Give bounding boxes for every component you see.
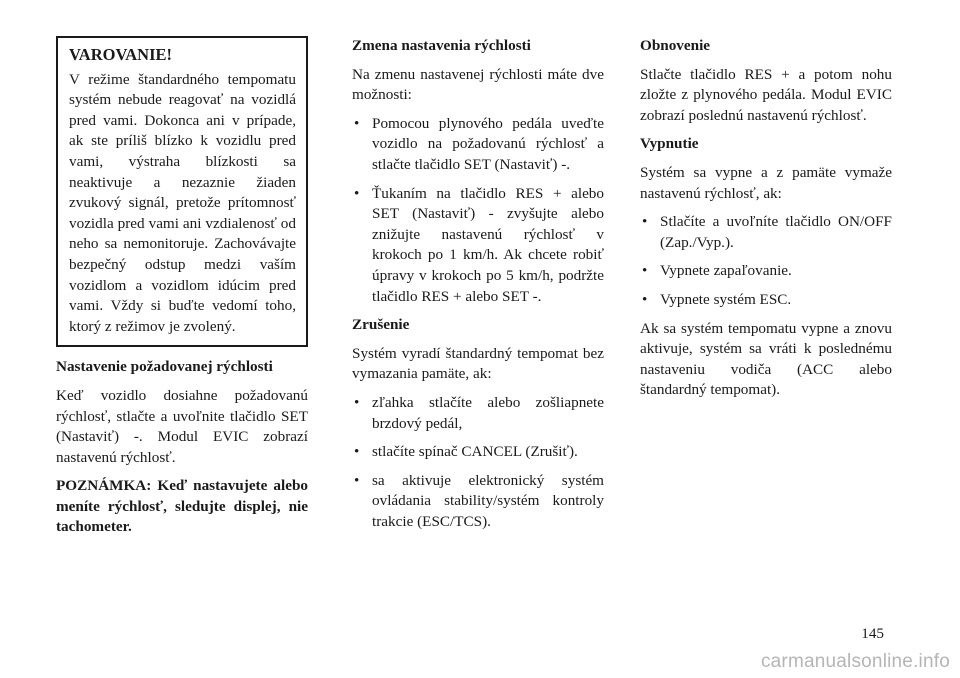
section-heading-change-speed: Zmena nastavenia rýchlosti bbox=[352, 37, 531, 54]
warning-box bbox=[56, 36, 308, 347]
list-item: • Ťukaním na tlačidlo RES + alebo SET (Nastaviť) - zvyšujte alebo znižujte nastavenú rýchlosť v krokoch po 1 km/h. Ak chcete robiť úpravy v krokoch po 5 km/h, podržte tlačidlo RES + alebo SET -. bbox=[352, 184, 604, 308]
set-speed-paragraph: Keď vozidlo dosiahne požadovanú rýchlosť, stlačte a uvoľnite tlačidlo SET (Nastaviť) -. Modul EVIC zobrazí nastavenú rýchlosť. bbox=[56, 386, 308, 466]
resume-paragraph: Stlačte tlačidlo RES + a potom nohu zložte z plynového pedála. Modul EVIC zobrazí poslednú nastavenú rýchlosť. bbox=[640, 65, 892, 124]
watermark: carmanualsonline.info bbox=[760, 651, 950, 672]
list-item: • Vypnete systém ESC. bbox=[640, 290, 892, 311]
section-heading-cancel: Zrušenie bbox=[352, 316, 410, 334]
middle-column bbox=[352, 36, 604, 540]
cancel-list bbox=[352, 393, 604, 533]
list-item: • Pomocou plynového pedála uveďte vozidlo na požadovanú rýchlosť a stlačte tlačidlo SET (Nastaviť) -. bbox=[352, 114, 604, 176]
cancel-paragraph: Systém vyradí štandardný tempomat bez vymazania pamäte, ak: bbox=[352, 344, 604, 383]
change-speed-intro: Na zmenu nastavenej rýchlosti máte dve možnosti: bbox=[352, 65, 604, 104]
warning-text: V režime štandardného tempomatu systém nebude reagovať na vozidlá pred vami. Dokonca ani v prípade, ak ste príliš blízko k vozidlu pred vami, výstraha blízkosti sa neaktivuje a nezaznie žiaden zvukový signál, pretože prítomnosť vozidla pred vami ani vzdialenosť od neho sa nemonitoruje. Zachovávajte bezpečný odstup medzi vaším vozidlom a vozidlom idúcim pred vami. Vždy si buďte vedomí toho, ktorý z režimov je zvolený. bbox=[69, 70, 296, 335]
note-paragraph: POZNÁMKA: Keď nastavujete alebo meníte rýchlosť, sledujte displej, nie tachometer. bbox=[56, 477, 308, 536]
page-number: 145 bbox=[861, 625, 884, 642]
list-item: • Vypnete zapaľovanie. bbox=[640, 261, 892, 282]
section-heading-off: Vypnutie bbox=[640, 135, 699, 153]
off-list bbox=[640, 212, 892, 310]
right-column bbox=[640, 36, 892, 409]
list-item: • sa aktivuje elektronický systém ovládania stability/systém kontroly trakcie (ESC/TCS). bbox=[352, 471, 604, 533]
section-heading-resume: Obnovenie bbox=[640, 37, 711, 54]
off-paragraph: Systém sa vypne a z pamäte vymaže nastavenú rýchlosť, ak: bbox=[640, 163, 892, 202]
reactivate-paragraph: Ak sa systém tempomatu vypne a znovu aktivuje, systém sa vráti k poslednému nastaveniu vodiča (ACC alebo štandardný tempomat). bbox=[640, 319, 892, 399]
warning-title: VAROVANIE! bbox=[69, 45, 172, 64]
list-item: • stlačíte spínač CANCEL (Zrušiť). bbox=[352, 442, 604, 463]
section-heading-set-speed: Nastavenie požadovanej rýchlosti bbox=[56, 358, 273, 376]
change-speed-list bbox=[352, 114, 604, 307]
left-column bbox=[56, 36, 308, 546]
list-item: • Stlačíte a uvoľníte tlačidlo ON/OFF (Zap./Vyp.). bbox=[640, 212, 892, 253]
list-item: • zľahka stlačíte alebo zošliapnete brzdový pedál, bbox=[352, 393, 604, 434]
